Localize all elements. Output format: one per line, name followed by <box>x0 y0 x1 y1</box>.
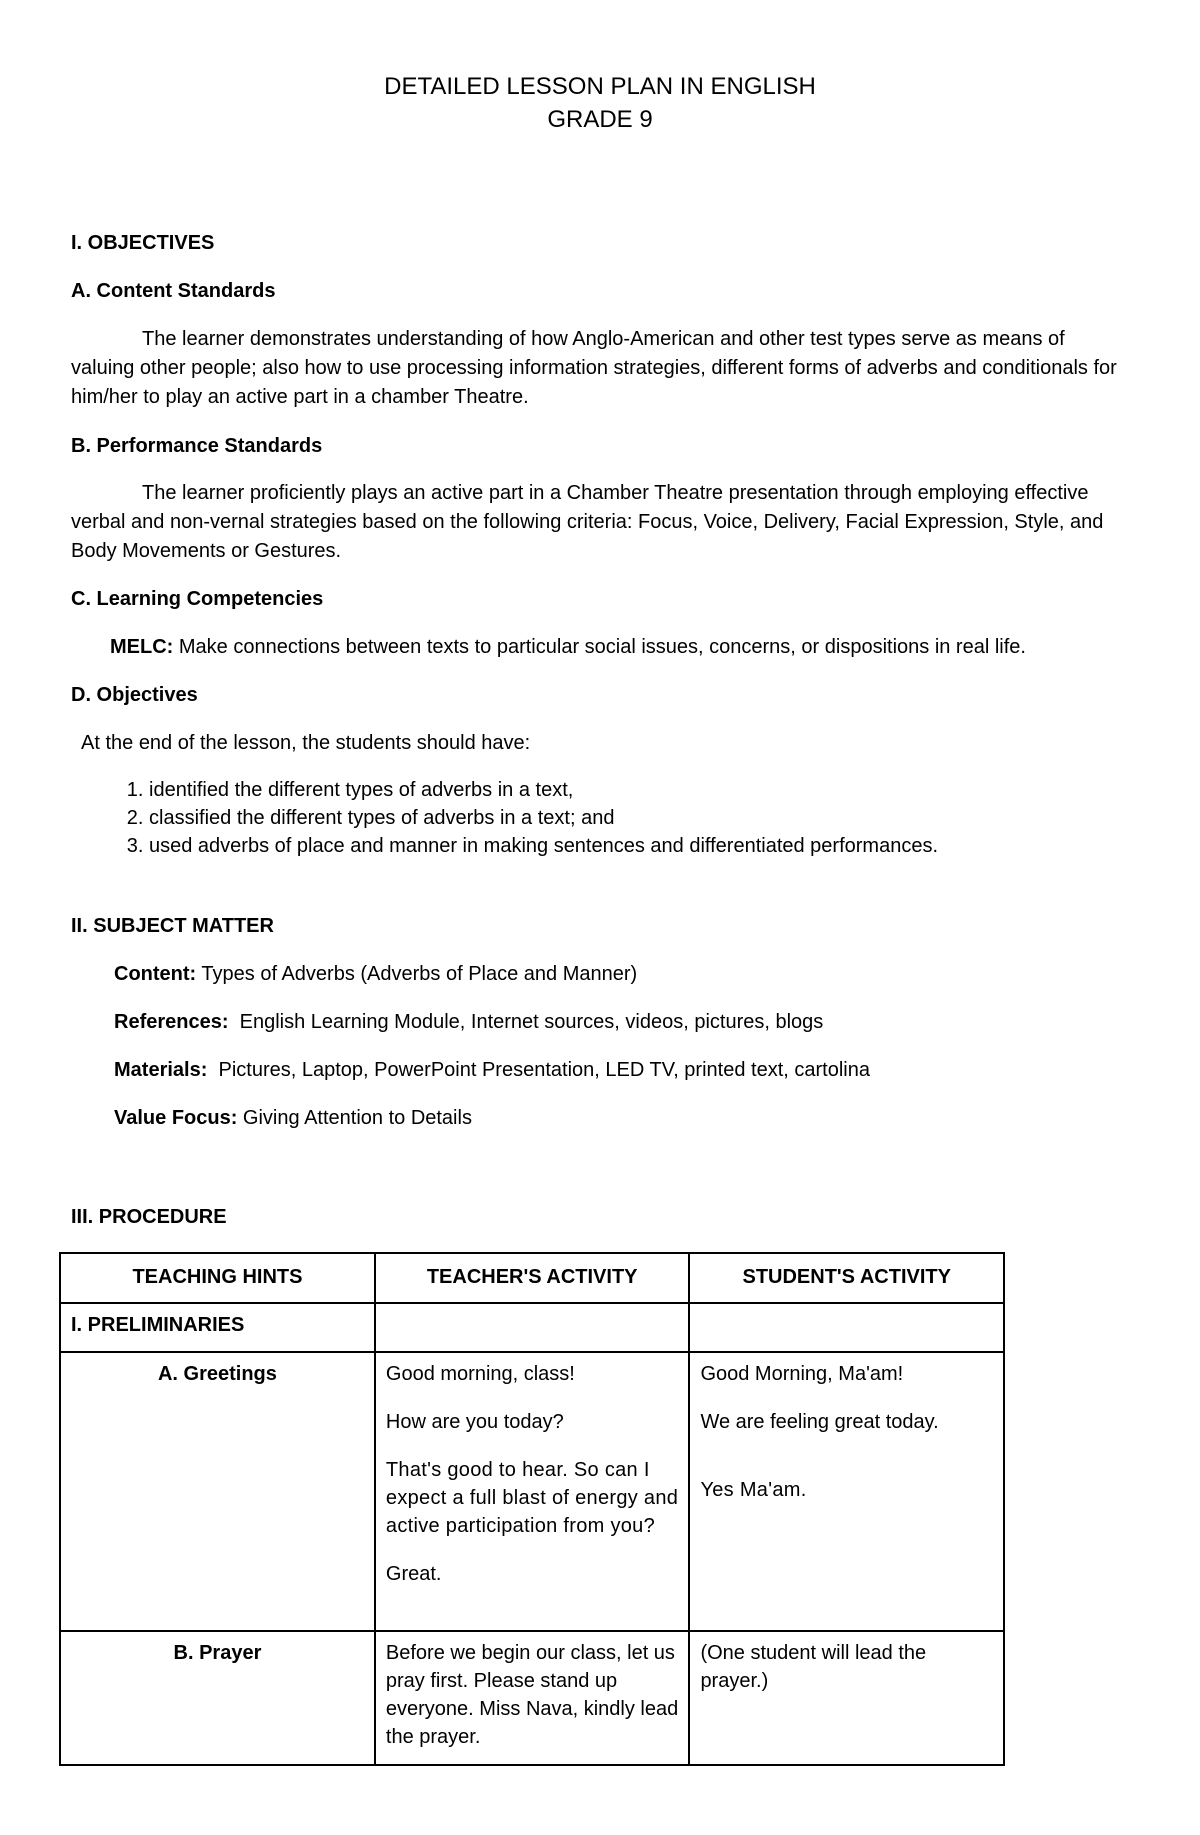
procedure-table <box>59 1252 1005 1766</box>
materials-value: Pictures, Laptop, PowerPoint Presentation, LED TV, printed text, cartolina <box>207 1059 870 1081</box>
student-line: We are feeling great today. <box>700 1411 939 1433</box>
table-row <box>60 1631 1004 1765</box>
references-line <box>114 1008 823 1037</box>
content-label: Content: <box>114 963 197 985</box>
procedure-heading: III. PROCEDURE <box>71 1206 227 1228</box>
teacher-line: Good morning, class! <box>385 1363 575 1385</box>
prayer-student-cell: (One student will lead the prayer.) <box>689 1631 1004 1765</box>
prayer-hint-cell: B. Prayer <box>60 1631 375 1765</box>
melc-line <box>110 633 1160 662</box>
melc-text: Make connections between texts to particular social issues, concerns, or dispositions in real life. <box>173 636 1026 658</box>
student-line: Yes Ma'am. <box>700 1479 807 1501</box>
subject-matter-heading: II. SUBJECT MATTER <box>71 915 274 937</box>
content-standards-text: The learner demonstrates understanding of how Anglo-American and other test types serve as means of valuing other people; also how to use processing information strategies, different forms of adverbs and conditionals for him/her to play an active part in a chamber Theatre. <box>71 328 1117 408</box>
performance-standards-heading: B. Performance Standards <box>71 435 323 457</box>
teacher-line: How are you today? <box>385 1411 564 1433</box>
greetings-hint-cell: A. Greetings <box>60 1352 375 1631</box>
prayer-teacher-cell: Before we begin our class, let us pray first. Please stand up everyone. Miss Nava, kindly lead the prayer. <box>375 1631 690 1765</box>
list-item: 2. classified the different types of adverbs in a text; and <box>149 804 1149 832</box>
empty-cell <box>689 1303 1004 1352</box>
learning-competencies-heading: C. Learning Competencies <box>71 588 324 610</box>
greetings-teacher-cell <box>375 1352 690 1631</box>
objectives-list-heading: D. Objectives <box>71 684 198 706</box>
materials-label: Materials: <box>114 1059 208 1081</box>
column-header: TEACHING HINTS <box>60 1253 375 1303</box>
references-label: References: <box>114 1011 229 1033</box>
content-line <box>114 960 637 989</box>
materials-line <box>114 1056 870 1085</box>
preliminaries-cell: I. PRELIMINARIES <box>60 1303 375 1352</box>
list-item: 1. identified the different types of adverbs in a text, <box>149 776 1149 804</box>
performance-standards-text: The learner proficiently plays an active part in a Chamber Theatre presentation through employing effective verbal and non-vernal strategies based on the following criteria: Focus, Voice, Delivery, Facial Expression, Style, and Body Movements or Gestures. <box>71 482 1104 562</box>
document-title: DETAILED LESSON PLAN IN ENGLISH <box>384 73 816 100</box>
table-row <box>60 1352 1004 1631</box>
greetings-student-cell <box>689 1352 1004 1631</box>
teacher-line: Great. <box>385 1563 442 1585</box>
melc-label: MELC: <box>110 636 174 658</box>
objectives-heading: I. OBJECTIVES <box>71 232 215 254</box>
column-header: STUDENT'S ACTIVITY <box>689 1253 1004 1303</box>
teacher-line: That's good to hear. So can I expect a full blast of energy and active participation from you? <box>385 1459 679 1537</box>
empty-cell <box>375 1303 690 1352</box>
column-header: TEACHER'S ACTIVITY <box>375 1253 690 1303</box>
objectives-intro: At the end of the lesson, the students should have: <box>81 732 531 754</box>
value-focus-label: Value Focus: <box>114 1107 238 1129</box>
content-standards-heading: A. Content Standards <box>71 280 276 302</box>
references-value: English Learning Module, Internet sources, videos, pictures, blogs <box>228 1011 824 1033</box>
objectives-list <box>110 776 1149 860</box>
value-focus-line <box>114 1104 472 1133</box>
value-focus-value: Giving Attention to Details <box>237 1107 472 1129</box>
grade-title: GRADE 9 <box>547 106 653 133</box>
table-header-row <box>60 1253 1004 1303</box>
table-row <box>60 1303 1004 1352</box>
content-value: Types of Adverbs (Adverbs of Place and Manner) <box>196 963 638 985</box>
list-item: 3. used adverbs of place and manner in making sentences and differentiated performances. <box>149 832 1149 860</box>
student-line: Good Morning, Ma'am! <box>700 1363 904 1385</box>
